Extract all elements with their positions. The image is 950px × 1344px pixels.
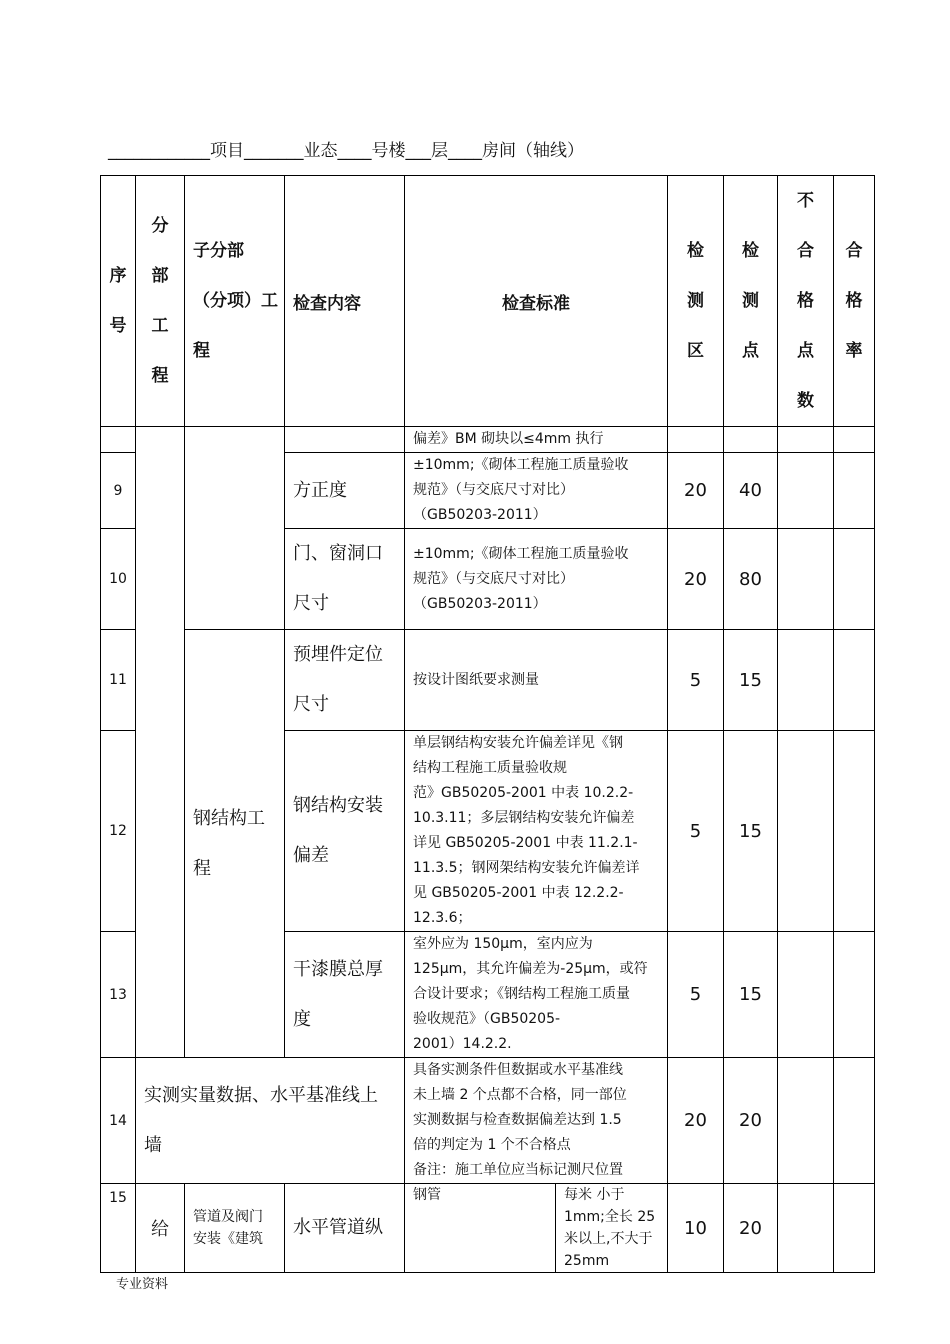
- inspect-item: 门、窗洞口 尺寸: [285, 529, 405, 630]
- test-points-value: 15: [724, 731, 778, 932]
- header-sub-division: 子分部 （分项）工 程: [185, 176, 285, 427]
- test-area-value: 5: [668, 630, 724, 731]
- header-test-area: 检 测 区: [668, 176, 724, 427]
- test-points-value: 15: [724, 630, 778, 731]
- standard-cell: 具备实测条件但数据或水平基准线 未上墙 2 个点都不合格，同一部位 实测数据与检查数据偏差达到 1.5 倍的判定为 1 个不合格点 备注：施工单位应当标记测尺位置: [405, 1058, 668, 1184]
- header-test-points: 检 测 点: [724, 176, 778, 427]
- inspect-item: 预埋件定位 尺寸: [285, 630, 405, 731]
- test-area-value: 20: [668, 1058, 724, 1184]
- inspect-item: 钢结构安装 偏差: [285, 731, 405, 932]
- test-area-value: 10: [668, 1184, 724, 1273]
- standard-cell: 单层钢结构安装允许偏差详见《钢 结构工程施工质量验收规 范》GB50205-2001 中表 10.2.2- 10.3.11；多层钢结构安装允许偏差 详见 GB50205-2001 中表 11.2.1- 11.3.5；钢网架结构安装允许偏差详 见 GB50205-2001 中表 12.2.2- 12.3.6；: [405, 731, 668, 932]
- test-points-value: 20: [724, 1058, 778, 1184]
- test-area-value: 20: [668, 529, 724, 630]
- form-heading: ____________项目_______业态____号楼___层____房间（轴线）: [108, 141, 584, 161]
- row-number: 9: [101, 453, 136, 529]
- sub-division-steel: 钢结构工 程: [185, 630, 285, 1058]
- inspect-item: 干漆膜总厚 度: [285, 932, 405, 1058]
- inspection-table: [100, 175, 875, 1273]
- header-pass-rate: 合 格 率: [834, 176, 875, 427]
- inspect-item: 实测实量数据、水平基准线上 墙: [136, 1058, 405, 1184]
- row-number: 15: [101, 1184, 136, 1273]
- material-cell: 钢管: [405, 1184, 556, 1273]
- table-row: [101, 630, 875, 731]
- test-area-value: 20: [668, 453, 724, 529]
- test-points-value: 15: [724, 932, 778, 1058]
- test-area-value: 5: [668, 731, 724, 932]
- standard-cell: ±10mm;《砌体工程施工质量验收 规范》（与交底尺寸对比） （GB50203-2011）: [405, 529, 668, 630]
- header-division: 分 部 工 程: [136, 176, 185, 427]
- division-cell: 给: [136, 1184, 185, 1273]
- test-area-value: 5: [668, 932, 724, 1058]
- table-header-row: [101, 176, 875, 427]
- table-row: [101, 1058, 875, 1184]
- test-points-value: 80: [724, 529, 778, 630]
- test-points-value: 20: [724, 1184, 778, 1273]
- row-number: 10: [101, 529, 136, 630]
- page-footer: 专业资料: [116, 1277, 169, 1292]
- row-number: 12: [101, 731, 136, 932]
- table-row: [101, 1184, 875, 1273]
- standard-cell: 每米 小于 1mm;全长 25 米以上,不大于 25mm: [556, 1184, 668, 1273]
- table-row: [101, 427, 875, 453]
- row-number: 13: [101, 932, 136, 1058]
- standard-cell: 偏差》BM 砌块以≤4mm 执行: [405, 427, 668, 453]
- sub-division-cell: 管道及阀门 安装《建筑: [185, 1184, 285, 1273]
- header-nonconforming: 不 合 格 点 数: [778, 176, 834, 427]
- standard-cell: 按设计图纸要求测量: [405, 630, 668, 731]
- standard-cell: 室外应为 150μm，室内应为 125μm，其允许偏差为-25μm，或符 合设计要求；《钢结构工程施工质量 验收规范》（GB50205- 2001）14.2.2.: [405, 932, 668, 1058]
- header-seq: 序 号: [101, 176, 136, 427]
- header-inspect-content: 检查内容: [285, 176, 405, 427]
- inspect-item: 方正度: [285, 453, 405, 529]
- row-number: 11: [101, 630, 136, 731]
- inspect-item: 水平管道纵: [285, 1184, 405, 1273]
- standard-cell: ±10mm;《砌体工程施工质量验收 规范》（与交底尺寸对比） （GB50203-2011）: [405, 453, 668, 529]
- test-points-value: 40: [724, 453, 778, 529]
- header-inspect-standard: 检查标准: [405, 176, 668, 427]
- row-number: 14: [101, 1058, 136, 1184]
